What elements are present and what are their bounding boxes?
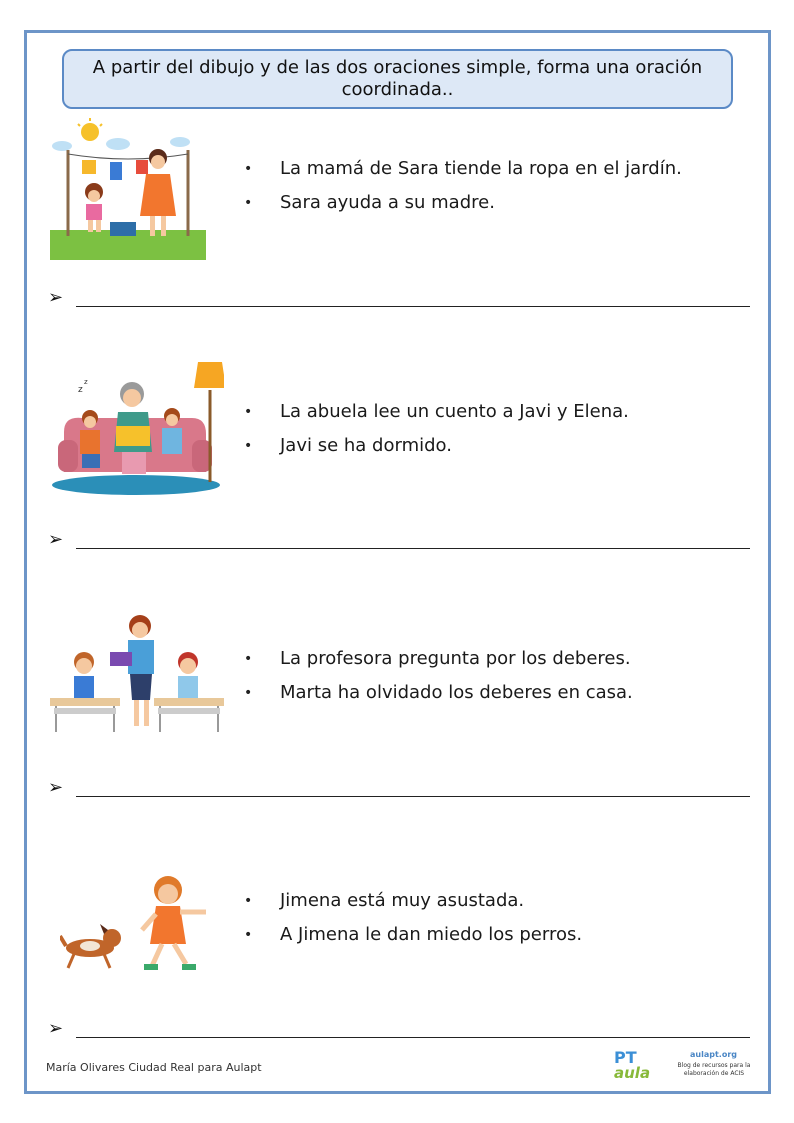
- logo-pt-mark: PT: [614, 1048, 637, 1067]
- svg-text:z: z: [78, 385, 83, 395]
- sentence-list: [244, 642, 633, 710]
- arrow-bullet-icon: ➢: [48, 287, 64, 308]
- svg-text:z: z: [84, 378, 88, 386]
- aulapt-logo[interactable]: [612, 1046, 752, 1086]
- sentence: • Jimena está muy asustada.: [244, 884, 582, 918]
- answer-line[interactable]: [76, 1037, 750, 1038]
- arrow-bullet-icon: ➢: [48, 1018, 64, 1039]
- answer-line[interactable]: [76, 796, 750, 797]
- sentence: • A Jimena le dan miedo los perros.: [244, 918, 582, 952]
- sentence-list: [244, 152, 682, 220]
- answer-row: [48, 286, 750, 310]
- sentence: • Sara ayuda a su madre.: [244, 186, 682, 220]
- sentence: • La profesora pregunta por los deberes.: [244, 642, 633, 676]
- answer-row: [48, 776, 750, 800]
- sentence: • La abuela lee un cuento a Javi y Elena.: [244, 395, 629, 429]
- sentence-list: [244, 395, 629, 463]
- logo-aula-mark: aula: [614, 1064, 651, 1082]
- classroom-teacher-illustration: [50, 612, 224, 734]
- grandma-reading-illustration: [52, 360, 224, 496]
- sentence: • La mamá de Sara tiende la ropa en el jardín.: [244, 152, 682, 186]
- answer-row: [48, 528, 750, 552]
- arrow-bullet-icon: ➢: [48, 529, 64, 550]
- girl-scared-dog-illustration: [60, 872, 210, 976]
- answer-row: [48, 1017, 750, 1041]
- instructions-text: A partir del dibujo y de las dos oraciones simple, forma una oración coordinada..: [92, 57, 703, 100]
- family-laundry-illustration: [50, 118, 206, 260]
- sentence: • Marta ha olvidado los deberes en casa.: [244, 676, 633, 710]
- instructions-box: [62, 49, 733, 109]
- sentence-list: [244, 884, 582, 952]
- arrow-bullet-icon: ➢: [48, 777, 64, 798]
- sentence: • Javi se ha dormido.: [244, 429, 629, 463]
- logo-tagline: Blog de recursos para la elaboración de ACIS: [677, 1062, 751, 1077]
- logo-url: aulapt.org: [690, 1050, 737, 1059]
- answer-line[interactable]: [76, 548, 750, 549]
- author-credit: María Olivares Ciudad Real para Aulapt: [46, 1061, 262, 1074]
- answer-line[interactable]: [76, 306, 750, 307]
